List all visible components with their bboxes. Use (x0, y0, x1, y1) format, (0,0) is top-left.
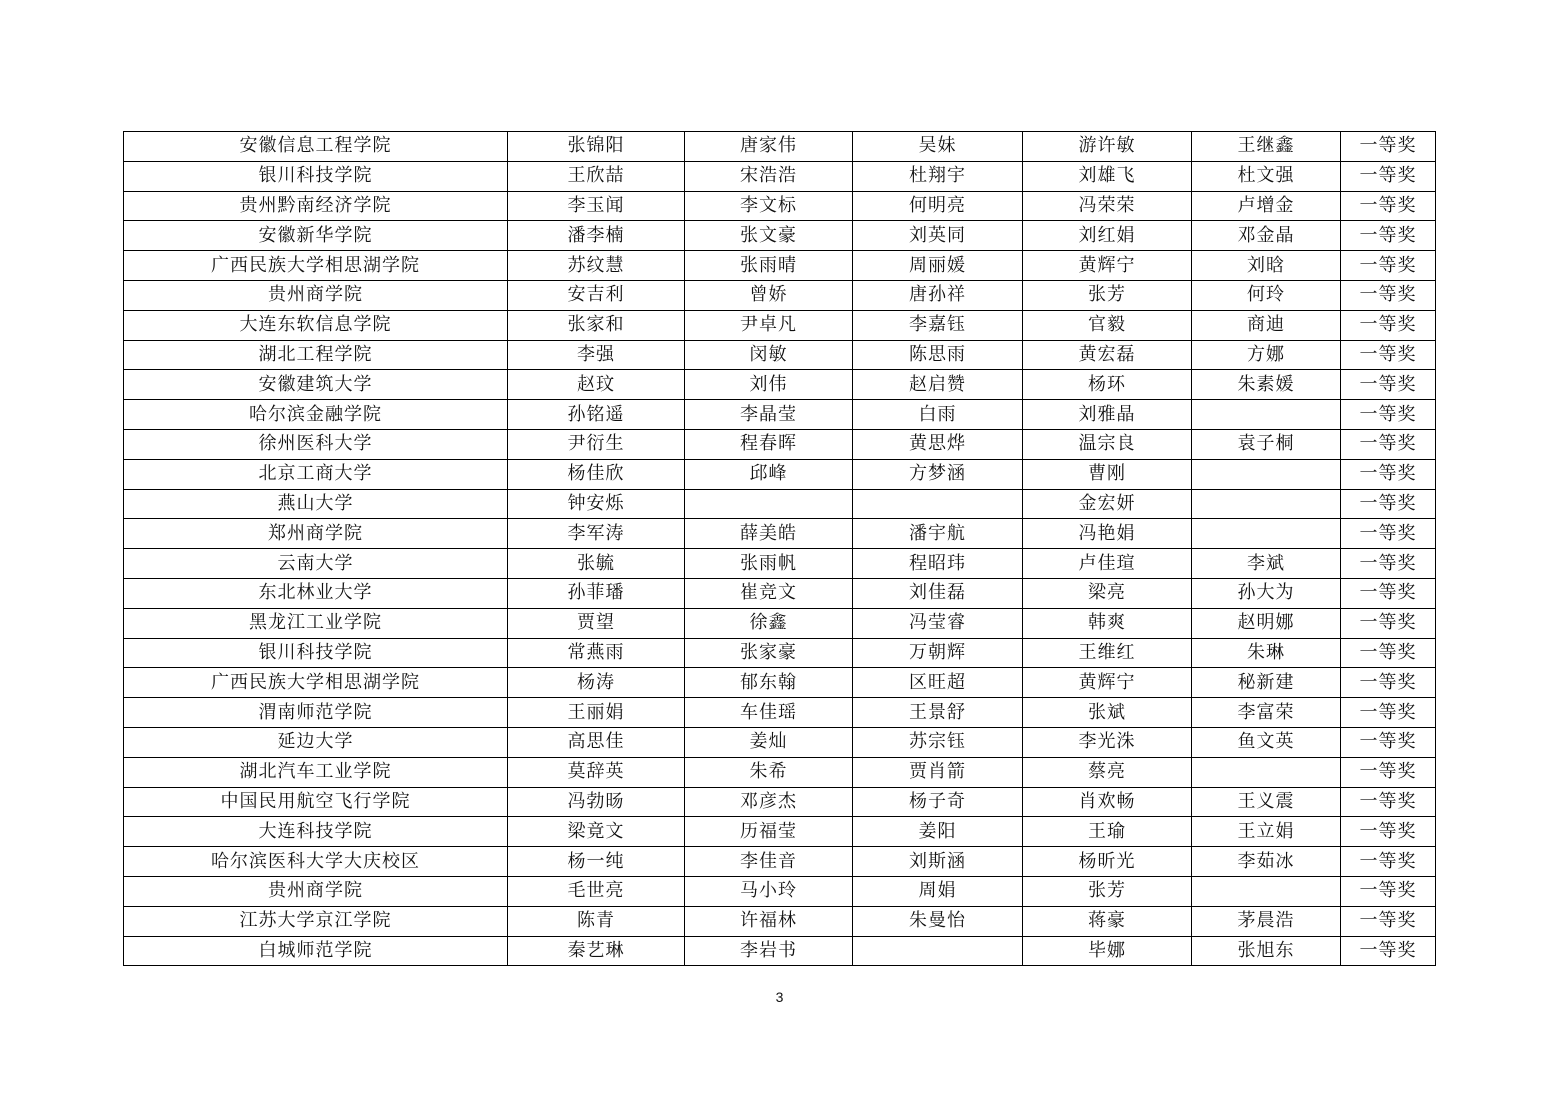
table-row (124, 787, 1436, 817)
member-2-cell: 徐鑫 (685, 608, 853, 638)
award-cell: 一等奖 (1341, 459, 1436, 489)
member-1-cell: 张家和 (508, 310, 685, 340)
school-cell: 渭南师范学院 (124, 698, 508, 728)
member-2-cell: 李佳音 (685, 847, 853, 877)
advisor-1-cell: 杨昕光 (1023, 847, 1192, 877)
award-cell: 一等奖 (1341, 787, 1436, 817)
table-row (124, 310, 1436, 340)
advisor-2-cell: 李茹冰 (1192, 847, 1341, 877)
member-1-cell: 高思佳 (508, 727, 685, 757)
advisor-1-cell: 张芳 (1023, 876, 1192, 906)
school-cell: 大连科技学院 (124, 817, 508, 847)
advisor-2-cell: 刘晗 (1192, 251, 1341, 281)
member-2-cell: 邓彦杰 (685, 787, 853, 817)
member-1-cell: 李强 (508, 340, 685, 370)
school-cell: 安徽新华学院 (124, 221, 508, 251)
advisor-1-cell: 李光洙 (1023, 727, 1192, 757)
award-cell: 一等奖 (1341, 608, 1436, 638)
member-2-cell: 崔竞文 (685, 578, 853, 608)
member-3-cell (853, 936, 1023, 966)
advisor-2-cell (1192, 489, 1341, 519)
table-row (124, 668, 1436, 698)
advisor-2-cell (1192, 519, 1341, 549)
table-row (124, 251, 1436, 281)
member-2-cell: 历福莹 (685, 817, 853, 847)
member-1-cell: 秦艺琳 (508, 936, 685, 966)
award-cell: 一等奖 (1341, 161, 1436, 191)
member-3-cell: 白雨 (853, 400, 1023, 430)
table-row (124, 340, 1436, 370)
award-cell: 一等奖 (1341, 817, 1436, 847)
advisor-1-cell: 卢佳瑄 (1023, 549, 1192, 579)
table-row (124, 370, 1436, 400)
member-2-cell: 程春晖 (685, 429, 853, 459)
advisor-2-cell: 茅晨浩 (1192, 906, 1341, 936)
member-1-cell: 杨佳欣 (508, 459, 685, 489)
advisor-1-cell: 蒋豪 (1023, 906, 1192, 936)
member-1-cell: 苏纹慧 (508, 251, 685, 281)
member-2-cell (685, 489, 853, 519)
advisor-1-cell: 金宏妍 (1023, 489, 1192, 519)
member-1-cell: 毛世亮 (508, 876, 685, 906)
school-cell: 安徽建筑大学 (124, 370, 508, 400)
school-cell: 大连东软信息学院 (124, 310, 508, 340)
table-row (124, 400, 1436, 430)
advisor-2-cell (1192, 400, 1341, 430)
award-cell: 一等奖 (1341, 370, 1436, 400)
advisor-2-cell: 卢增金 (1192, 191, 1341, 221)
advisor-2-cell: 鱼文英 (1192, 727, 1341, 757)
member-3-cell: 万朝辉 (853, 638, 1023, 668)
award-table (123, 131, 1436, 966)
advisor-2-cell: 杜文强 (1192, 161, 1341, 191)
advisor-1-cell: 杨环 (1023, 370, 1192, 400)
member-1-cell: 陈青 (508, 906, 685, 936)
member-3-cell: 周娟 (853, 876, 1023, 906)
member-3-cell: 区旺超 (853, 668, 1023, 698)
advisor-1-cell: 王维红 (1023, 638, 1192, 668)
member-2-cell: 许福林 (685, 906, 853, 936)
table-row (124, 429, 1436, 459)
member-1-cell: 莫辞英 (508, 757, 685, 787)
table-row (124, 280, 1436, 310)
member-1-cell: 孙铭遥 (508, 400, 685, 430)
advisor-1-cell: 冯荣荣 (1023, 191, 1192, 221)
school-cell: 银川科技学院 (124, 161, 508, 191)
member-2-cell: 李岩书 (685, 936, 853, 966)
member-2-cell: 李文标 (685, 191, 853, 221)
award-cell: 一等奖 (1341, 757, 1436, 787)
advisor-2-cell: 何玲 (1192, 280, 1341, 310)
school-cell: 湖北汽车工业学院 (124, 757, 508, 787)
member-3-cell: 陈思雨 (853, 340, 1023, 370)
school-cell: 安徽信息工程学院 (124, 132, 508, 162)
advisor-1-cell: 官毅 (1023, 310, 1192, 340)
table-row (124, 638, 1436, 668)
table-row (124, 847, 1436, 877)
member-1-cell: 赵玟 (508, 370, 685, 400)
member-2-cell: 朱希 (685, 757, 853, 787)
member-3-cell: 吴妹 (853, 132, 1023, 162)
table-row (124, 578, 1436, 608)
advisor-2-cell (1192, 459, 1341, 489)
advisor-1-cell: 曹刚 (1023, 459, 1192, 489)
award-cell: 一等奖 (1341, 578, 1436, 608)
member-2-cell: 张家豪 (685, 638, 853, 668)
member-2-cell: 尹卓凡 (685, 310, 853, 340)
advisor-2-cell (1192, 757, 1341, 787)
member-1-cell: 尹衍生 (508, 429, 685, 459)
member-3-cell: 姜阳 (853, 817, 1023, 847)
award-cell: 一等奖 (1341, 280, 1436, 310)
school-cell: 北京工商大学 (124, 459, 508, 489)
member-3-cell: 周丽媛 (853, 251, 1023, 281)
member-1-cell: 杨一纯 (508, 847, 685, 877)
member-2-cell: 张文豪 (685, 221, 853, 251)
member-1-cell: 张锦阳 (508, 132, 685, 162)
table-row (124, 221, 1436, 251)
award-cell: 一等奖 (1341, 340, 1436, 370)
advisor-2-cell: 王立娟 (1192, 817, 1341, 847)
school-cell: 湖北工程学院 (124, 340, 508, 370)
member-1-cell: 贾望 (508, 608, 685, 638)
advisor-1-cell: 温宗良 (1023, 429, 1192, 459)
advisor-2-cell: 秘新建 (1192, 668, 1341, 698)
table-row (124, 936, 1436, 966)
advisor-2-cell (1192, 876, 1341, 906)
advisor-2-cell: 袁子桐 (1192, 429, 1341, 459)
school-cell: 东北林业大学 (124, 578, 508, 608)
member-1-cell: 钟安烁 (508, 489, 685, 519)
member-3-cell (853, 489, 1023, 519)
school-cell: 云南大学 (124, 549, 508, 579)
member-3-cell: 杜翔宇 (853, 161, 1023, 191)
table-row (124, 132, 1436, 162)
advisor-2-cell: 王继鑫 (1192, 132, 1341, 162)
member-3-cell: 刘斯涵 (853, 847, 1023, 877)
award-cell: 一等奖 (1341, 310, 1436, 340)
member-1-cell: 常燕雨 (508, 638, 685, 668)
page-number: 3 (775, 989, 784, 1005)
advisor-2-cell: 邓金晶 (1192, 221, 1341, 251)
advisor-2-cell: 朱琳 (1192, 638, 1341, 668)
award-cell: 一等奖 (1341, 847, 1436, 877)
table-row (124, 727, 1436, 757)
table-row (124, 549, 1436, 579)
member-3-cell: 刘佳磊 (853, 578, 1023, 608)
award-cell: 一等奖 (1341, 221, 1436, 251)
advisor-1-cell: 冯艳娟 (1023, 519, 1192, 549)
advisor-2-cell: 孙大为 (1192, 578, 1341, 608)
member-1-cell: 李玉闻 (508, 191, 685, 221)
member-2-cell: 张雨晴 (685, 251, 853, 281)
award-table-body (124, 132, 1436, 966)
award-cell: 一等奖 (1341, 489, 1436, 519)
advisor-1-cell: 蔡亮 (1023, 757, 1192, 787)
award-cell: 一等奖 (1341, 400, 1436, 430)
award-cell: 一等奖 (1341, 727, 1436, 757)
table-row (124, 698, 1436, 728)
member-2-cell: 郁东翰 (685, 668, 853, 698)
school-cell: 中国民用航空飞行学院 (124, 787, 508, 817)
member-2-cell: 唐家伟 (685, 132, 853, 162)
school-cell: 延边大学 (124, 727, 508, 757)
member-3-cell: 刘英同 (853, 221, 1023, 251)
table-row (124, 876, 1436, 906)
member-2-cell: 曾娇 (685, 280, 853, 310)
school-cell: 燕山大学 (124, 489, 508, 519)
member-3-cell: 唐孙祥 (853, 280, 1023, 310)
member-3-cell: 黄思烨 (853, 429, 1023, 459)
member-3-cell: 冯莹睿 (853, 608, 1023, 638)
member-1-cell: 安吉利 (508, 280, 685, 310)
member-2-cell: 邱峰 (685, 459, 853, 489)
table-row (124, 489, 1436, 519)
school-cell: 贵州商学院 (124, 280, 508, 310)
member-1-cell: 王欣喆 (508, 161, 685, 191)
award-cell: 一等奖 (1341, 698, 1436, 728)
member-2-cell: 马小玲 (685, 876, 853, 906)
member-3-cell: 朱曼怡 (853, 906, 1023, 936)
table-row (124, 906, 1436, 936)
advisor-2-cell: 李富荣 (1192, 698, 1341, 728)
member-1-cell: 冯勃旸 (508, 787, 685, 817)
member-2-cell: 车佳瑶 (685, 698, 853, 728)
school-cell: 贵州黔南经济学院 (124, 191, 508, 221)
member-3-cell: 赵启赞 (853, 370, 1023, 400)
school-cell: 广西民族大学相思湖学院 (124, 668, 508, 698)
advisor-1-cell: 张芳 (1023, 280, 1192, 310)
advisor-2-cell: 王义震 (1192, 787, 1341, 817)
member-3-cell: 苏宗钰 (853, 727, 1023, 757)
member-2-cell: 刘伟 (685, 370, 853, 400)
member-2-cell: 张雨帆 (685, 549, 853, 579)
member-2-cell: 薛美皓 (685, 519, 853, 549)
school-cell: 白城师范学院 (124, 936, 508, 966)
table-row (124, 608, 1436, 638)
advisor-1-cell: 游许敏 (1023, 132, 1192, 162)
award-cell: 一等奖 (1341, 429, 1436, 459)
advisor-1-cell: 梁亮 (1023, 578, 1192, 608)
award-cell: 一等奖 (1341, 191, 1436, 221)
table-row (124, 757, 1436, 787)
advisor-1-cell: 黄宏磊 (1023, 340, 1192, 370)
member-3-cell: 杨子奇 (853, 787, 1023, 817)
advisor-1-cell: 张斌 (1023, 698, 1192, 728)
award-cell: 一等奖 (1341, 132, 1436, 162)
advisor-1-cell: 毕娜 (1023, 936, 1192, 966)
award-cell: 一等奖 (1341, 519, 1436, 549)
advisor-2-cell: 商迪 (1192, 310, 1341, 340)
advisor-1-cell: 刘红娟 (1023, 221, 1192, 251)
award-cell: 一等奖 (1341, 936, 1436, 966)
advisor-1-cell: 黄辉宁 (1023, 251, 1192, 281)
award-cell: 一等奖 (1341, 251, 1436, 281)
advisor-1-cell: 肖欢畅 (1023, 787, 1192, 817)
award-cell: 一等奖 (1341, 876, 1436, 906)
member-3-cell: 方梦涵 (853, 459, 1023, 489)
member-1-cell: 潘李楠 (508, 221, 685, 251)
member-3-cell: 程昭玮 (853, 549, 1023, 579)
member-1-cell: 孙菲璠 (508, 578, 685, 608)
award-cell: 一等奖 (1341, 549, 1436, 579)
table-row (124, 519, 1436, 549)
advisor-1-cell: 黄辉宁 (1023, 668, 1192, 698)
school-cell: 哈尔滨金融学院 (124, 400, 508, 430)
school-cell: 徐州医科大学 (124, 429, 508, 459)
award-cell: 一等奖 (1341, 638, 1436, 668)
school-cell: 郑州商学院 (124, 519, 508, 549)
member-1-cell: 李军涛 (508, 519, 685, 549)
award-cell: 一等奖 (1341, 668, 1436, 698)
member-3-cell: 贾肖箭 (853, 757, 1023, 787)
member-3-cell: 何明亮 (853, 191, 1023, 221)
member-2-cell: 闵敏 (685, 340, 853, 370)
school-cell: 江苏大学京江学院 (124, 906, 508, 936)
school-cell: 贵州商学院 (124, 876, 508, 906)
advisor-1-cell: 王瑜 (1023, 817, 1192, 847)
member-1-cell: 梁竟文 (508, 817, 685, 847)
school-cell: 哈尔滨医科大学大庆校区 (124, 847, 508, 877)
member-3-cell: 李嘉钰 (853, 310, 1023, 340)
advisor-1-cell: 韩爽 (1023, 608, 1192, 638)
award-cell: 一等奖 (1341, 906, 1436, 936)
table-row (124, 191, 1436, 221)
table-row (124, 161, 1436, 191)
advisor-1-cell: 刘雄飞 (1023, 161, 1192, 191)
member-2-cell: 宋浩浩 (685, 161, 853, 191)
school-cell: 银川科技学院 (124, 638, 508, 668)
member-2-cell: 姜灿 (685, 727, 853, 757)
advisor-2-cell: 朱素媛 (1192, 370, 1341, 400)
member-3-cell: 潘宇航 (853, 519, 1023, 549)
member-1-cell: 王丽娟 (508, 698, 685, 728)
table-row (124, 817, 1436, 847)
advisor-2-cell: 赵明娜 (1192, 608, 1341, 638)
member-1-cell: 张毓 (508, 549, 685, 579)
school-cell: 广西民族大学相思湖学院 (124, 251, 508, 281)
table-row (124, 459, 1436, 489)
advisor-2-cell: 方娜 (1192, 340, 1341, 370)
member-2-cell: 李晶莹 (685, 400, 853, 430)
advisor-2-cell: 李斌 (1192, 549, 1341, 579)
advisor-1-cell: 刘雅晶 (1023, 400, 1192, 430)
advisor-2-cell: 张旭东 (1192, 936, 1341, 966)
school-cell: 黑龙江工业学院 (124, 608, 508, 638)
member-3-cell: 王景舒 (853, 698, 1023, 728)
member-1-cell: 杨涛 (508, 668, 685, 698)
